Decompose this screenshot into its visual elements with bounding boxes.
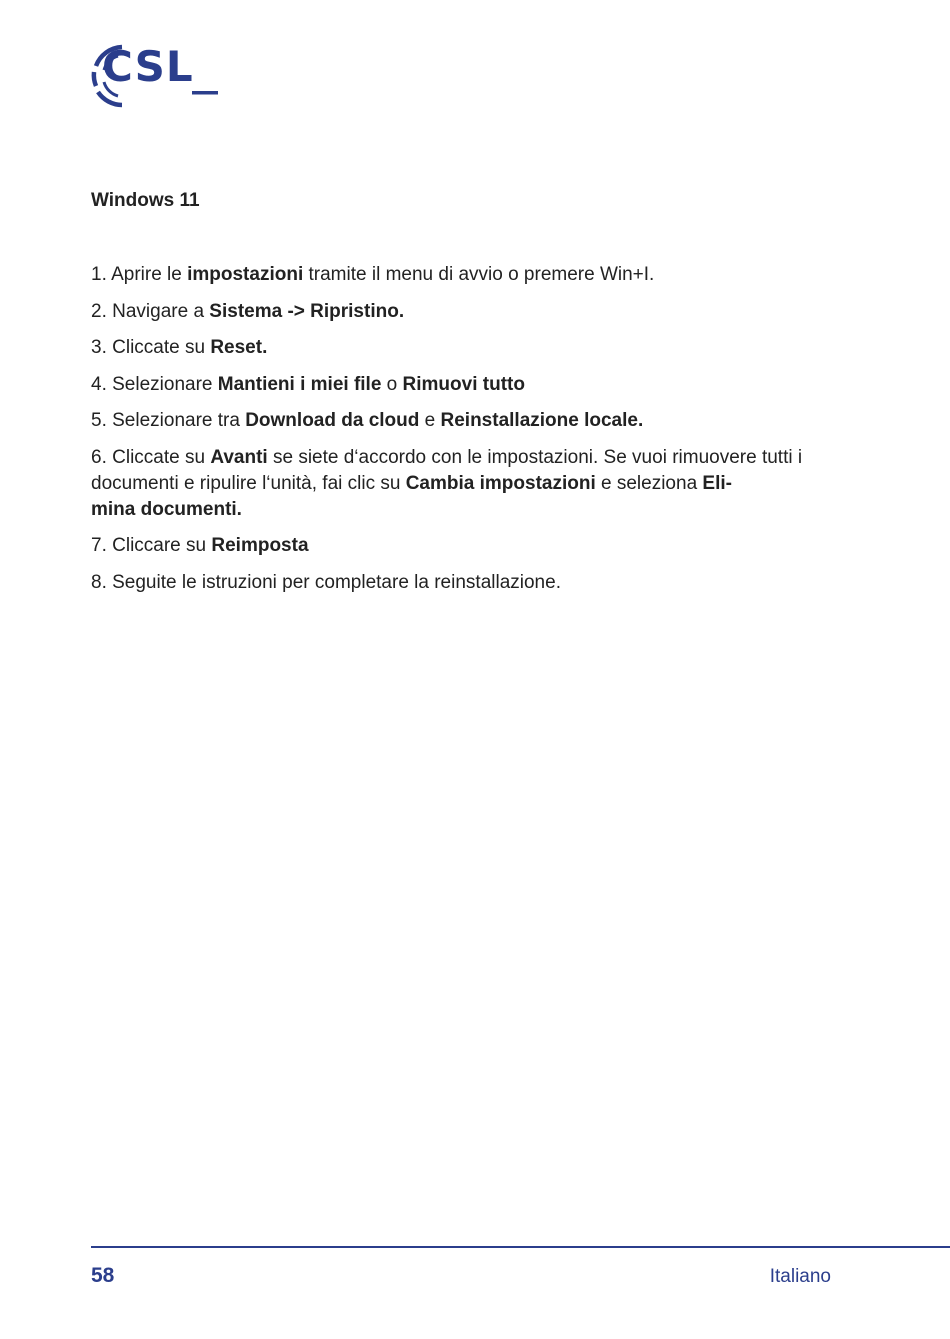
step-text: 7. Cliccare su (91, 535, 212, 556)
steps-list (91, 262, 831, 606)
step-emphasis: Rimuovi tutto (402, 373, 525, 395)
step-emphasis: Mantieni i miei file (217, 373, 382, 395)
step-text: 2. Navigare a (91, 300, 210, 322)
step-text: tramite il menu di avvio o premere Win+I. (303, 264, 655, 285)
step-emphasis: Avanti (210, 446, 268, 468)
step-item (91, 533, 831, 559)
step-text: 8. Seguite le istruzioni per completare la reinstallazione. (91, 571, 561, 593)
step-item (91, 570, 831, 596)
step-item (91, 335, 831, 361)
step-text: 5. Selezionare tra (91, 410, 246, 431)
step-text: o (381, 373, 403, 395)
step-text: 1. Aprire le (91, 264, 188, 285)
step-text: 4. Selezionare (91, 373, 218, 395)
step-item (91, 445, 831, 523)
step-item (91, 262, 831, 288)
section-title: Windows 11 (91, 190, 200, 211)
step-emphasis: Sistema -> Ripristino. (209, 300, 405, 322)
step-emphasis: Download da cloud (245, 410, 420, 431)
step-text: e (419, 410, 441, 431)
step-emphasis: Eli- (702, 472, 732, 494)
step-text: e seleziona (595, 472, 703, 494)
step-text: 3. Cliccate su (91, 337, 211, 358)
step-emphasis: Reset. (210, 337, 268, 358)
step-item (91, 372, 831, 398)
step-emphasis: Reimposta (211, 535, 309, 556)
logo-wordmark: CSL (102, 42, 194, 91)
page-number: 58 (91, 1264, 115, 1287)
step-text: se siete d‘accordo con le impostazioni. Se vuoi rimuovere tutti i documenti e ripulire l‘unità, fai clic su (91, 446, 803, 494)
footer-language: Italiano (769, 1266, 831, 1287)
footer-divider (91, 1246, 950, 1248)
step-emphasis: mina documenti. (91, 498, 242, 520)
step-text: 6. Cliccate su (91, 446, 211, 468)
step-item (91, 299, 831, 325)
step-item (91, 408, 831, 434)
step-emphasis: impostazioni (187, 264, 304, 285)
step-emphasis: Cambia impostazioni (405, 472, 596, 494)
step-emphasis: Reinstallazione locale. (440, 410, 644, 431)
